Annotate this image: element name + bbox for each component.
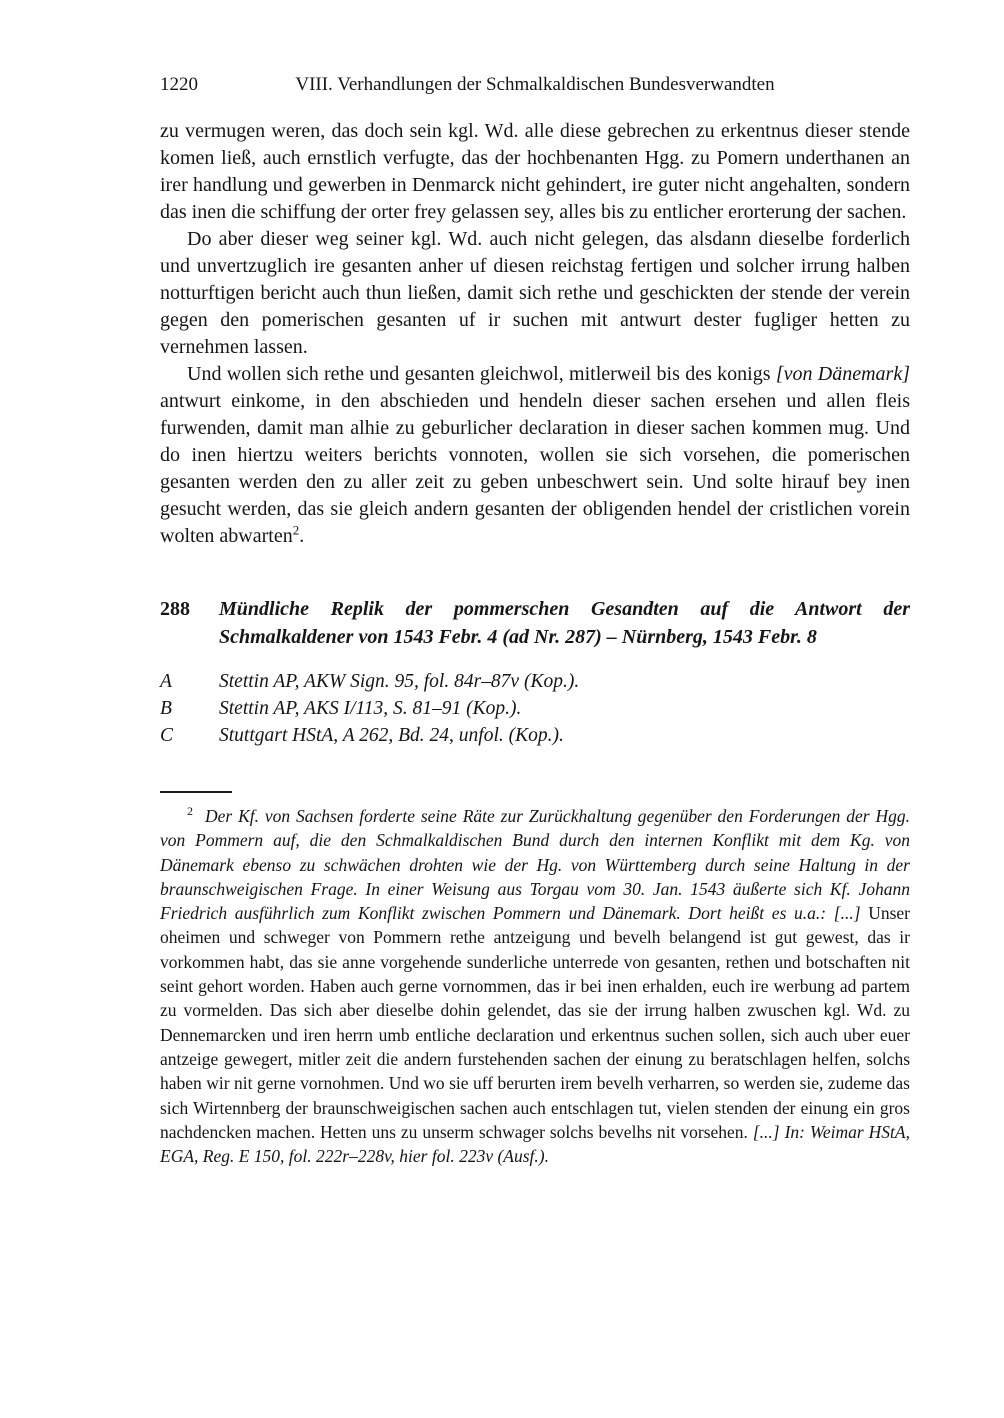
footnote-section: [160, 791, 910, 1168]
source-citation: Stettin AP, AKW Sign. 95, fol. 84r–87v (Kop.).: [219, 671, 580, 692]
paragraph: Do aber dieser weg seiner kgl. Wd. auch nicht gelegen, das alsdann dieselbe forderlich und unvertzuglich ire gesanten anher uf diesen reichstag fertigen und solcher irrung halben notturftigen bericht auch thun ließen, damit sich rethe und geschickten der stende der verein gegen den pomerischen gesanten uf ir suchen mit antwurt dester fugliger hetten zu vernehmen lassen.: [160, 228, 910, 358]
running-head: VIII. Verhandlungen der Schmalkaldischen Bundesverwandten: [295, 74, 775, 95]
document-heading: [160, 596, 910, 651]
source-siglum: C: [160, 725, 174, 746]
source-citation: Stettin AP, AKS I/113, S. 81–91 (Kop.).: [219, 698, 522, 719]
document-title: Mündliche Replik der pommerschen Gesandten auf die Antwort der Schmalkaldener von 1543 Febr. 4 (ad Nr. 287) – Nürnberg, 1543 Febr. 8: [219, 598, 910, 648]
document-number: 288: [160, 598, 190, 620]
footnote-citation-text: [...] In: Weimar HStA, EGA, Reg. E 150, fol. 222r–228v, hier fol. 223v (Ausf.).: [160, 1121, 910, 1167]
footnote-editorial-text: Der Kf. von Sachsen forderte seine Räte zur Zurückhaltung gegenüber den Forderungen der Hgg. von Pommern auf, die den Schmalkaldischen Bund durch den internen Konflikt mit dem Kg. von Dänemark ebenso zu schwächen drohten wie der Hg. von Württemberg durch seine Haltung in der braunschweigischen Frage. In einer Weisung aus Torgau vom 30. Jan. 1543 äußerte sich Kf. Johann Friedrich ausführlich zum Konflikt zwischen Pommern und Dänemark. Dort heißt es u.a.: [...]: [160, 806, 910, 924]
source-siglum: A: [160, 671, 172, 692]
source-item: [160, 722, 910, 749]
footnote-quotation-text: Unser oheimen und schweger von Pommern rethe antzeigung und bevelh belangend ist gut gewest, das ir vorkommen habt, das sie anne vorgehende sunderliche unterrede von gesanten, rethen und botschaften nit seint gehort worden. Haben auch gerne vornommen, das ir bei inen erhalden, euch ire werbung ad partem zu vormelden. Das sich aber dieselbe dohin gelendet, das sie der irrung halben zwuschen kgl. Wd. zu Dennemarcken und iren herrn umb entliche declaration und erkentnus suchen sollen, sich auch uber euer antzeige gewegert, mitler zeit die andern furstehenden sachen der einung zu beratschlagen helfen, solchs haben wir nit gerne vornohmen. Und wo sie uff berurten irem bevelh verharren, so werden sie, zudeme das sich Wirtennberg der braunschweigischen sachen auch entschlagen tut, vielen stenden der einung ein gros nachdencken machen. Hetten uns zu unserm schwager solchs bevelhs nit vorsehen.: [160, 903, 910, 1142]
paragraph-text: .: [299, 525, 305, 547]
source-citation: Stuttgart HStA, A 262, Bd. 24, unfol. (Kop.).: [219, 725, 564, 746]
footnote: [160, 804, 910, 1168]
source-siglum: B: [160, 698, 172, 719]
page-number: 1220: [160, 74, 198, 95]
paragraph-continuation: zu vermugen weren, das doch sein kgl. Wd. alle diese gebrechen zu erkentnus dieser stende komen ließ, auch ernstlich verfugte, das der hochbenanten Hgg. zu Pomern underthanen an irer handlung und gewerben in Denmarck nicht gehindert, ire guter nicht angehalten, sondern das inen die schiffung der orter frey gelassen sey, alles bis zu entlicher erorterung der sachen.: [160, 120, 910, 223]
document-entry: [160, 596, 910, 749]
main-text-block: [160, 118, 910, 749]
source-item: [160, 695, 910, 722]
paragraph-text: Und wollen sich rethe und gesanten gleichwol, mitlerweil bis des konigs: [187, 363, 776, 385]
editorial-insertion: [von Dänemark]: [775, 363, 910, 385]
footnote-reference: 2: [292, 522, 300, 538]
source-item: [160, 668, 910, 695]
source-list: [160, 668, 910, 749]
footnote-marker: 2: [187, 804, 193, 819]
page-header: [160, 72, 910, 98]
footnote-separator-rule: [160, 791, 232, 793]
paragraph: [160, 361, 910, 550]
paragraph-text: antwurt einkome, in den abschieden und hendeln dieser sachen ersehen und allen fleis furwenden, damit man alhie zu geburlicher declaration in dieser sachen kommen mug. Und do inen hiertzu weiters berichts vonnoten, wollen sie sich vorsehen, die pomerischen gesanten werden den zu aller zeit zu geben unbeschwert sein. Und solte hirauf bey inen gesucht werden, das sie gleich andern gesanten der obligenden hendel der cristlichen vorein wolten abwarten: [160, 390, 910, 547]
